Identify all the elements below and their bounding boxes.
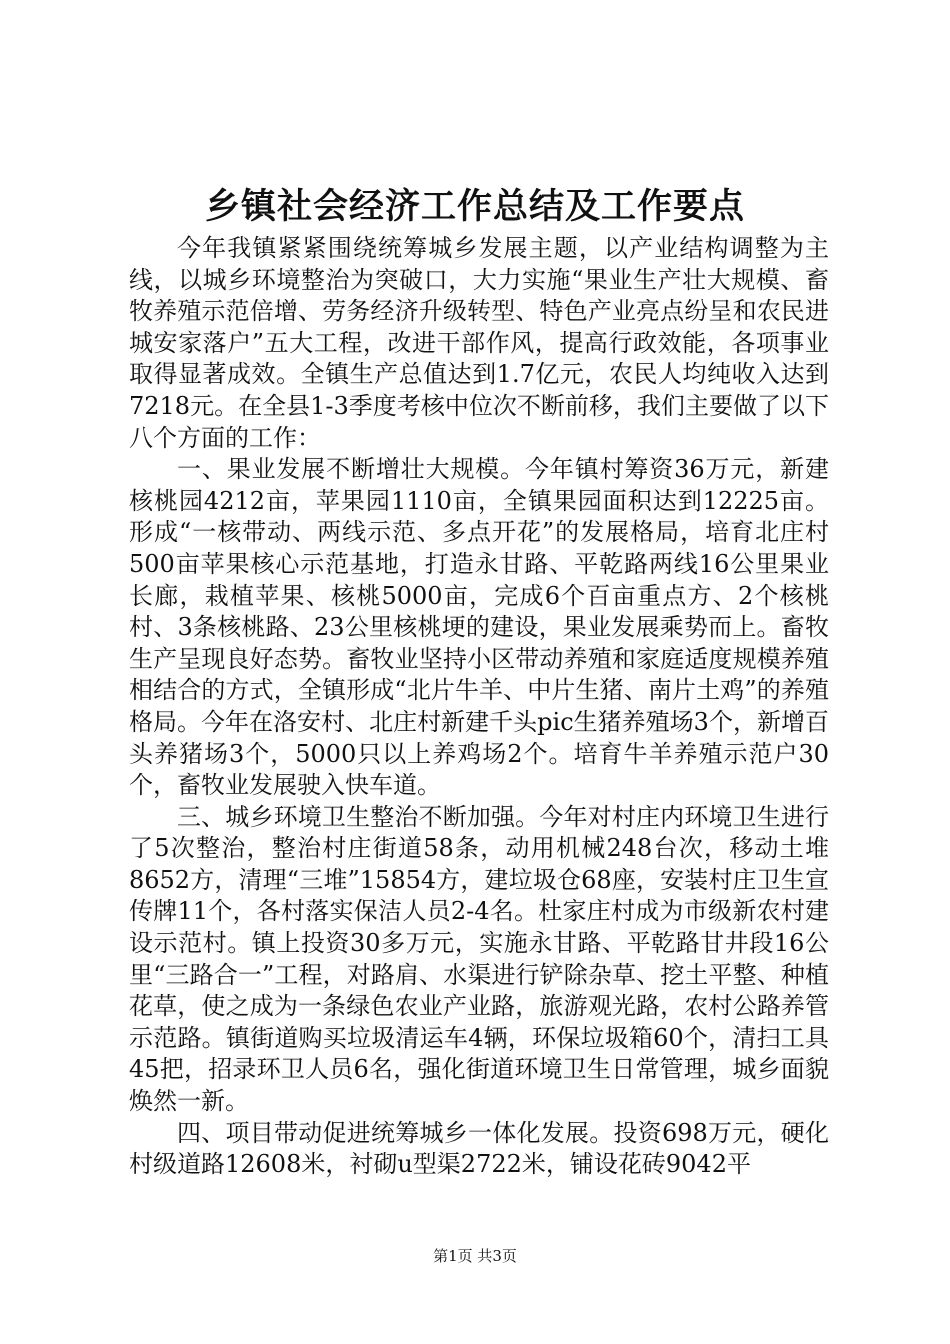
document-title: 乡镇社会经济工作总结及工作要点 bbox=[204, 187, 745, 227]
paragraph-fruit-industry: 一、果业发展不断增壮大规模。今年镇村筹资36万元，新建核桃园4212亩，苹果园1110亩，全镇果园面积达到12225亩。形成“一核带动、两线示范、多点开花”的发展格局，培育北庄村500亩苹果核心示范基地，打造永甘路、平乾路两线16公里果业长廊，栽植苹果、核桃5000亩，完成6个百亩重点方、2个核桃村、3条核桃路、23公里核桃埂的建设，果业发展乘势而上。畜牧生产呈现良好态势。畜牧业坚持小区带动养殖和家庭适度规模养殖相结合的方式，全镇形成“北片牛羊、中片生猪、南片土鸡”的养殖格局。今年在洛安村、北庄村新建千头pic生猪养殖场3个，新增百头养猪场3个，5000只以上养鸡场2个。培育牛羊养殖示范户30个，畜牧业发展驶入快车道。 bbox=[129, 455, 829, 800]
page-footer: 第1页 共3页 bbox=[433, 1247, 517, 1265]
paragraph-environment: 三、城乡环境卫生整治不断加强。今年对村庄内环境卫生进行了5次整治，整治村庄街道58条，动用机械248台次，移动土堆8652方，清理“三堆”15854方，建垃圾仓68座，安装村庄卫生宣传牌11个，各村落实保洁人员2-4名。杜家庄村成为市级新农村建设示范村。镇上投资30多万元，实施永甘路、平乾路甘井段16公里“三路合一”工程，对路肩、水渠进行铲除杂草、挖土平整、种植花草，使之成为一条绿色农业产业路，旅游观光路，农村公路养管示范路。镇街道购买垃圾清运车4辆，环保垃圾箱60个，清扫工具45把，招录环卫人员6名，强化街道环境卫生日常管理，城乡面貌焕然一新。 bbox=[129, 802, 829, 1116]
paragraph-projects: 四、项目带动促进统筹城乡一体化发展。投资698万元，硬化村级道路12608米，衬砌u型渠2722米，铺设花砖9042平 bbox=[129, 1118, 829, 1179]
document-body bbox=[129, 233, 829, 1181]
paragraph-intro: 今年我镇紧紧围绕统筹城乡发展主题，以产业结构调整为主线，以城乡环境整治为突破口，大力实施“果业生产壮大规模、畜牧养殖示范倍增、劳务经济升级转型、特色产业亮点纷呈和农民进城安家落户”五大工程，改进干部作风，提高行政效能，各项事业取得显著成效。全镇生产总值达到1.7亿元，农民人均纯收入达到7218元。在全县1-3季度考核中位次不断前移，我们主要做了以下八个方面的工作： bbox=[129, 234, 829, 452]
